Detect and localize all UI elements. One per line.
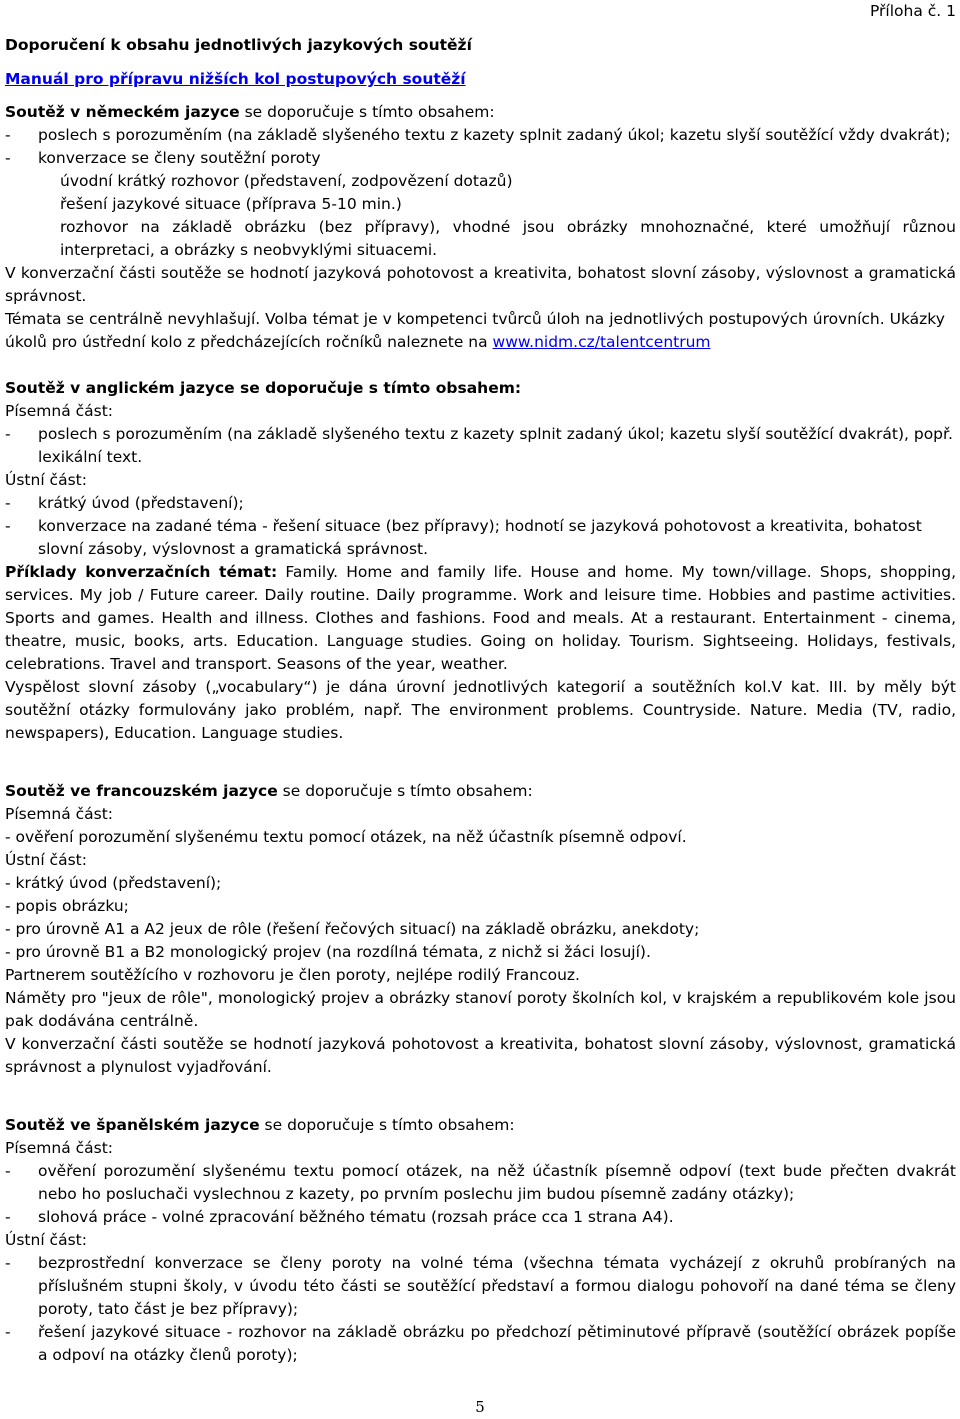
document-page (5, 0, 956, 1367)
list-item: - bezprostřední konverzace se členy poroty na volné téma (všechna témata vycházejí z okruhů probíraných na příslušném stupni školy, v úvodu této části se soutěžící představí a formou dialogu pohovoří na dané téma se členy poroty, tato část je bez přípravy); (5, 1252, 956, 1321)
list-item: - krátký úvod (představení); (5, 492, 956, 515)
french-oral-label: Ústní část: (5, 851, 87, 869)
french-para-3: V konverzační části soutěže se hodnotí jazyková pohotovost a kreativita, bohatost slovní zásoby, výslovnost, gramatická správnost a plynulost vyjadřování. (5, 1035, 956, 1076)
list-item: - ověření porozumění slyšenému textu pomocí otázek, na něž účastník písemně odpoví (text bude přečten dvakrát nebo ho posluchači vyslechnou z kazety, po prvním poslechu jim budou písemně zadány otázky); (5, 1160, 956, 1206)
spanish-written-label: Písemná část: (5, 1139, 114, 1157)
sub-item: rozhovor na základě obrázku (bez přípravy), vhodné jsou obrázky mnohoznačné, které umožňují různou interpretaci, a obrázky s neobvyklými situacemi. (60, 218, 956, 259)
german-section (5, 101, 956, 354)
list-item: - řešení jazykové situace - rozhovor na základě obrázku po předchozí pětiminutové přípravě (soutěžící obrázek popíše a odpoví na otázky členů poroty); (5, 1321, 956, 1367)
english-written-label: Písemná část: (5, 402, 114, 420)
sub-item: úvodní krátký rozhovor (představení, zodpovězení dotazů) (60, 172, 513, 190)
french-heading (5, 780, 956, 803)
list-item: - slohová práce - volné zpracování běžného tématu (rozsah práce cca 1 strana A4). (5, 1206, 956, 1229)
list-item: - poslech s porozuměním (na základě slyšeného textu z kazety splnit zadaný úkol; kazetu slyší soutěžící vždy dvakrát); (5, 124, 956, 147)
page-number: 5 (475, 1398, 485, 1416)
list-item: - poslech s porozuměním (na základě slyšeného textu z kazety splnit zadaný úkol; kazetu slyší soutěžící dvakrát), popř. lexikální text. (5, 423, 956, 469)
french-section (5, 780, 956, 1079)
english-topics-label: Příklady konverzačních témat: (5, 563, 278, 581)
german-heading (5, 101, 956, 124)
french-para-1: Partnerem soutěžícího v rozhovoru je člen poroty, nejlépe rodilý Francouz. (5, 966, 580, 984)
english-topics-text: Family. Home and family life. House and home. My town/village. Shops, shopping, services. My job / Future career. Daily routine. Daily programme. Work and leisure time. Hobbies and pastime activities. Sports and games. Health and illness. Clothes and fashions. Food and meals. At a restaurant. Entertainment - cinema, theatre, music, books, arts. Education. Language studies. Going on holiday. Tourism. Sightseeing. Holidays, festivals, celebrations. Travel and transport. Seasons of the year, weather. (5, 563, 957, 673)
english-oral-label: Ústní část: (5, 471, 87, 489)
english-oral-list (5, 492, 956, 561)
french-oral-item: - pro úrovně B1 a B2 monologický projev (na rozdílná témata, z nichž si žáci losují). (5, 943, 651, 961)
spanish-heading (5, 1114, 956, 1137)
spanish-heading-rest: se doporučuje s tímto obsahem: (259, 1116, 515, 1134)
spanish-oral-label: Ústní část: (5, 1231, 87, 1249)
german-list (5, 124, 956, 170)
french-heading-bold: Soutěž ve francouzském jazyce (5, 782, 278, 800)
list-item: - konverzace se členy soutěžní poroty (5, 147, 956, 170)
spanish-oral-list (5, 1252, 956, 1367)
english-written-list (5, 423, 956, 469)
spanish-written-list (5, 1160, 956, 1229)
french-written-label: Písemná část: (5, 805, 114, 823)
french-oral-item: - pro úrovně A1 a A2 jeux de rôle (řešení řečových situací) na základě obrázku, anekdoty; (5, 920, 700, 938)
list-item: - konverzace na zadané téma - řešení situace (bez přípravy); hodnotí se jazyková pohotovost a kreativita, bohatost slovní zásoby, výslovnost a gramatická správnost. (5, 515, 956, 561)
spanish-section (5, 1114, 956, 1367)
french-oral-item: - krátký úvod (představení); (5, 874, 222, 892)
french-para-2: Náměty pro "jeux de rôle", monologický projev a obrázky stanoví poroty školních kol, v krajském a republikovém kole jsou pak dodávána centrálně. (5, 989, 956, 1030)
german-para-2: Témata se centrálně nevyhlašují. Volba témat je v kompetenci tvůrců úloh na jednotlivých postupových úrovních. Ukázky úkolů pro ústřední kolo z předcházejících ročníků naleznete na www.nidm.cz/talentcentrum (5, 310, 945, 351)
german-heading-rest: se doporučuje s tímto obsahem: (239, 103, 495, 121)
german-para-1: V konverzační části soutěže se hodnotí jazyková pohotovost a kreativita, bohatost slovní zásoby, výslovnost a gramatická správnost. (5, 264, 956, 305)
sub-item: řešení jazykové situace (příprava 5-10 min.) (60, 195, 402, 213)
french-oral-item: - popis obrázku; (5, 897, 129, 915)
nidm-link[interactable]: www.nidm.cz/talentcentrum (492, 333, 711, 351)
french-written-item: - ověření porozumění slyšenému textu pomocí otázek, na něž účastník písemně odpoví. (5, 828, 687, 846)
english-section (5, 377, 956, 745)
appendix-label: Příloha č. 1 (869, 2, 956, 20)
english-heading: Soutěž v anglickém jazyce se doporučuje s tímto obsahem: (5, 379, 522, 397)
manual-link[interactable]: Manuál pro přípravu nižších kol postupových soutěží (5, 70, 466, 88)
document-title: Doporučení k obsahu jednotlivých jazykových soutěží (5, 36, 472, 54)
french-heading-rest: se doporučuje s tímto obsahem: (277, 782, 533, 800)
english-vocab: Vyspělost slovní zásoby („vocabulary“) je dána úrovní jednotlivých kategorií a soutěžních kol.V kat. III. by měly být soutěžní otázky formulovány jako problém, např. The environment problems. Countryside. Nature. Media (TV, radio, newspapers), Education. Language studies. (5, 678, 956, 742)
german-heading-bold: Soutěž v německém jazyce (5, 103, 240, 121)
english-topics (5, 561, 956, 676)
spanish-heading-bold: Soutěž ve španělském jazyce (5, 1116, 260, 1134)
